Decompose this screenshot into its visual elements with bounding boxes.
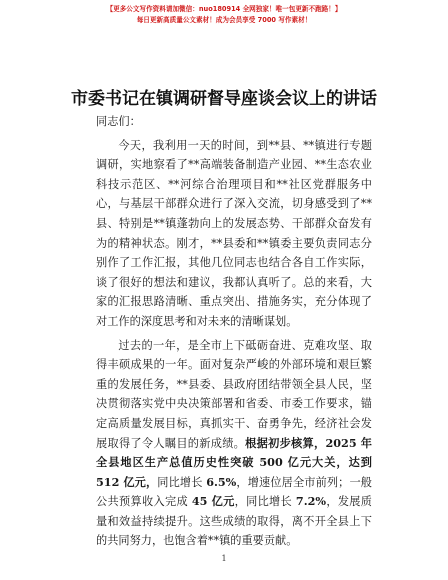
paragraph-2	[96, 336, 372, 552]
paragraph-2-bold-figures: 根据初步核算，2025 年全县地区生产总值历史性突破 500 亿元大关，达到 512 亿元，	[96, 435, 372, 489]
salutation: 同志们：	[96, 115, 141, 128]
paragraph-1: 今天，我利用一天的时间，到**县、**镇进行专题调研，实地察看了**高端装备制造产业园、**生态农业科技示范区、**河综合治理项目和**社区党群服务中心，与基层干部群众进行了深入交流，切身感受到了**县、特别是**镇蓬勃向上的发展态势、干部群众奋发有为的精神状态。刚才，**县委和**镇委主要负责同志分别作了工作汇报，其他几位同志也结合各自工作实际，谈了很好的想法和建议，我都认真听了。总的来看，大家的汇报思路清晰、重点突出、措施务实，充分体现了对工作的深度思考和对未来的清晰谋划。	[96, 138, 372, 328]
paragraph-2-text-mid2: ，增速位居全市前列；一般公共预算收入完成	[96, 475, 372, 509]
paragraph-2-bold-growth: 6.5%	[206, 474, 237, 489]
page-number: 1	[221, 554, 227, 563]
paragraph-2-text-end: ，发展质量和效益持续提升。这些成绩的取得，离不开全县上下的共同努力，也饱含着**镇的重要贡献。	[96, 495, 372, 548]
paragraph-2-text-mid: 同比增长	[157, 475, 207, 489]
document-title: 市委书记在镇调研督导座谈会议上的讲话	[71, 89, 377, 109]
paragraph-2-bold-revenue-growth: 7.2%	[295, 494, 327, 509]
paragraph-2-text: 过去的一年，是全市上下砥砺奋进、克难攻坚、取得丰硕成果的一年。面对复杂严峻的外部环境和艰巨繁重的发展任务，**县委、县政府团结带领全县人民，坚决贯彻落实党中央决策部署和省委、市委工作要求，锚定高质量发展目标，真抓实干、奋勇争先，经济社会发展取得了令人瞩目的新成绩。	[96, 338, 372, 450]
paragraph-2-bold-revenue: 45 亿元	[191, 494, 235, 509]
promo-banner	[0, 4, 448, 26]
document-body	[96, 112, 372, 555]
promo-banner-line-2: 每日更新高质量公文素材！成为会员享受 7000 写作素材！	[136, 16, 312, 24]
paragraph-2-text-mid3: ，同比增长	[234, 495, 296, 509]
promo-banner-line-1: 【更多公文写作资料请加微信：nuo180914 全网独家！唯一包更新不跑路！】	[106, 5, 342, 13]
